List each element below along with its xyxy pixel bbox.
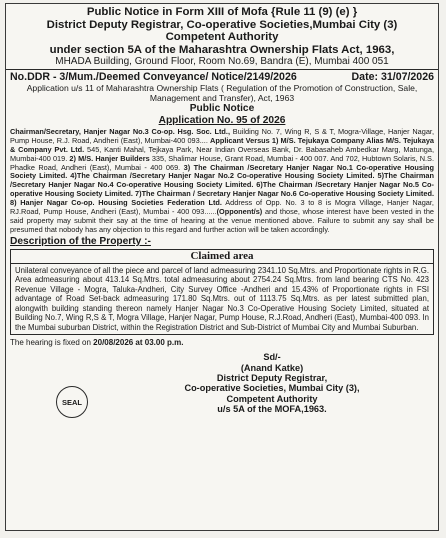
notice-body bbox=[10, 128, 434, 235]
signature-sd: Sd/- bbox=[263, 352, 281, 363]
body-applicant-address: Building No. 7, Wing R, S & T, Mogra-Village, Hanjer Nagar, Pump House, R.J. Road, Andheri (East), Mumbai-400 093.... bbox=[10, 126, 434, 145]
signature-title-1: District Deputy Registrar, bbox=[216, 373, 328, 384]
hearing-line bbox=[10, 338, 434, 348]
body-opponents-3-8: 3) The Chairman /Secretary Hanjer Nagar No.1 Co-operative Housing Society Limited. 4)The Chairman /Secretary Hanjer Nagar No.2 Co-operative Housing Society Limited. 5)The Chairman /Secretary Hanjer Nagar No.4 Co-operative Housing Society Limited. 6)The Chairman /Secretary Hanjer Nagar No.5 Co-operative Housing Society Limited. 7)The Chairman / Secretary Hanjer Nagar No.6 Co-operative Housing Society Limited. 8) Hanjer Nagar Co-op. Housing Societies Federation Ltd. bbox=[10, 162, 434, 208]
public-notice-title: Public Notice bbox=[189, 103, 255, 115]
signature-title-4: u/s 5A of the MOFA,1963. bbox=[217, 404, 327, 415]
application-number: Application No. 95 of 2026 bbox=[158, 115, 286, 127]
application-act-line: Application u/s 11 of Maharashtra Ownership Flats ( Regulation of the Promotion of Construction, Sale, Management and Transfer), Act, 1963 bbox=[26, 82, 418, 104]
body-opponent-1: Applicant Versus 1) M/S. Tejukaya Company Alias M/S. Tejukaya & Company Pvt. Ltd. bbox=[10, 135, 434, 154]
signature-title-2: Co-operative Societies, Mumbai City (3), bbox=[184, 383, 360, 394]
signature-text bbox=[110, 352, 434, 414]
description-heading: Description of the Property :- bbox=[10, 235, 151, 247]
hearing-prefix: The hearing is fixed on bbox=[10, 338, 94, 348]
body-closing: and those, whose interest have been vested in the said property may submit their say at the time of hearing at the venue mentioned above. Failure to submit any say shall be presumed that nobody has any objection to this regard and further action will be taken accordingly. bbox=[10, 207, 434, 234]
seal-text: SEAL bbox=[61, 397, 82, 407]
body-opponents-address: Address of Opp. No. 3 to 8 is Mogra Village, Hanjer Nagar, RJ.Road, Pump House, Andheri (East), Mumbai - 400 093...... bbox=[10, 198, 434, 217]
body-opponent-2: 2) M/S. Hanjer Builders bbox=[69, 153, 150, 163]
hearing-datetime: 20/08/2026 at 03.00 p.m. bbox=[93, 338, 184, 348]
reference-line bbox=[10, 71, 434, 83]
body-opponents-label: (Opponent/s) bbox=[216, 207, 263, 217]
body-applicant-name: Chairman/Secretary, Hanjer Nagar No.3 Co-op. Hsg. Soc. Ltd., bbox=[10, 126, 230, 136]
header-divider bbox=[6, 69, 438, 70]
notice-header bbox=[10, 6, 434, 68]
reference-date: Date: 31/07/2026 bbox=[351, 70, 434, 83]
signature-block bbox=[10, 352, 434, 414]
header-address: MHADA Building, Ground Floor, Room No.69, Bandra (E), Mumbai 400 051 bbox=[55, 56, 389, 68]
signature-name: (Anand Katke) bbox=[240, 362, 304, 373]
header-form-title: Public Notice in Form XIII of Mofa {Rule 11 (9) (e) } bbox=[86, 6, 358, 18]
signature-title-3: Competent Authority bbox=[226, 393, 318, 404]
claimed-area-box bbox=[10, 249, 434, 336]
public-notice bbox=[5, 3, 439, 531]
header-competent-authority: Competent Authority bbox=[165, 31, 279, 44]
seal-stamp bbox=[56, 386, 88, 418]
body-opponent-2-address: 335, Shalimar House, Grant Road, Mumbai - 400 007. And 702, Hubtown Solaris, N.S. Phadke Road, Andheri (East), Mumbai - 400 069. bbox=[10, 153, 434, 172]
claimed-area-text: Unilateral conveyance of all the piece and parcel of land admeasuring 2341.10 Sq.Mtrs. and Proportionate rights in R.G. Area admeasuring about 413.14 Sq.Mtrs. total admeasuring about 2754.24 Sq.Mtrs. from land bearing CTS No. 423 Revenue Village - Mogra, Taluka-Andheri, City Survey Office -Andheri and 15.43% of Proportionate rights in FSI advantage of Road Set-back admeasuring 171.80 Sq.Mtrs. out of 1113.75 Sq.Mtrs. as per latest submitted plan, alongwith building standing thereon namely Hanjer Nagar No.3 Co-Operative Housing Society Limited, situated at Building No.7, Wing R,S & T, Mogra Village, Hanjer Nagar, Pump House, R.J.Road, Andheri (East), Mumbai-400 093. In the Mumbai suburban District, within the Registration District and Sub-District of Mumbai City and Mumbai Suburban. bbox=[15, 265, 429, 332]
claimed-area-title: Claimed area bbox=[11, 250, 433, 264]
reference-number: No.DDR - 3/Mum./Deemed Conveyance/ Notice/2149/2026 bbox=[10, 70, 297, 83]
body-opponent-1-address: 545, Kanti Mahal, Tejkaya Park, Near Indian Overseas Bank, Dr. Babasaheb Ambedkar Marg, Matunga, Mumbai-400 019. bbox=[10, 144, 434, 163]
header-registrar: District Deputy Registrar, Co-operative Societies,Mumbai City (3) bbox=[46, 18, 398, 31]
header-section: under section 5A of the Maharashtra Ownership Flats Act, 1963, bbox=[49, 43, 395, 56]
